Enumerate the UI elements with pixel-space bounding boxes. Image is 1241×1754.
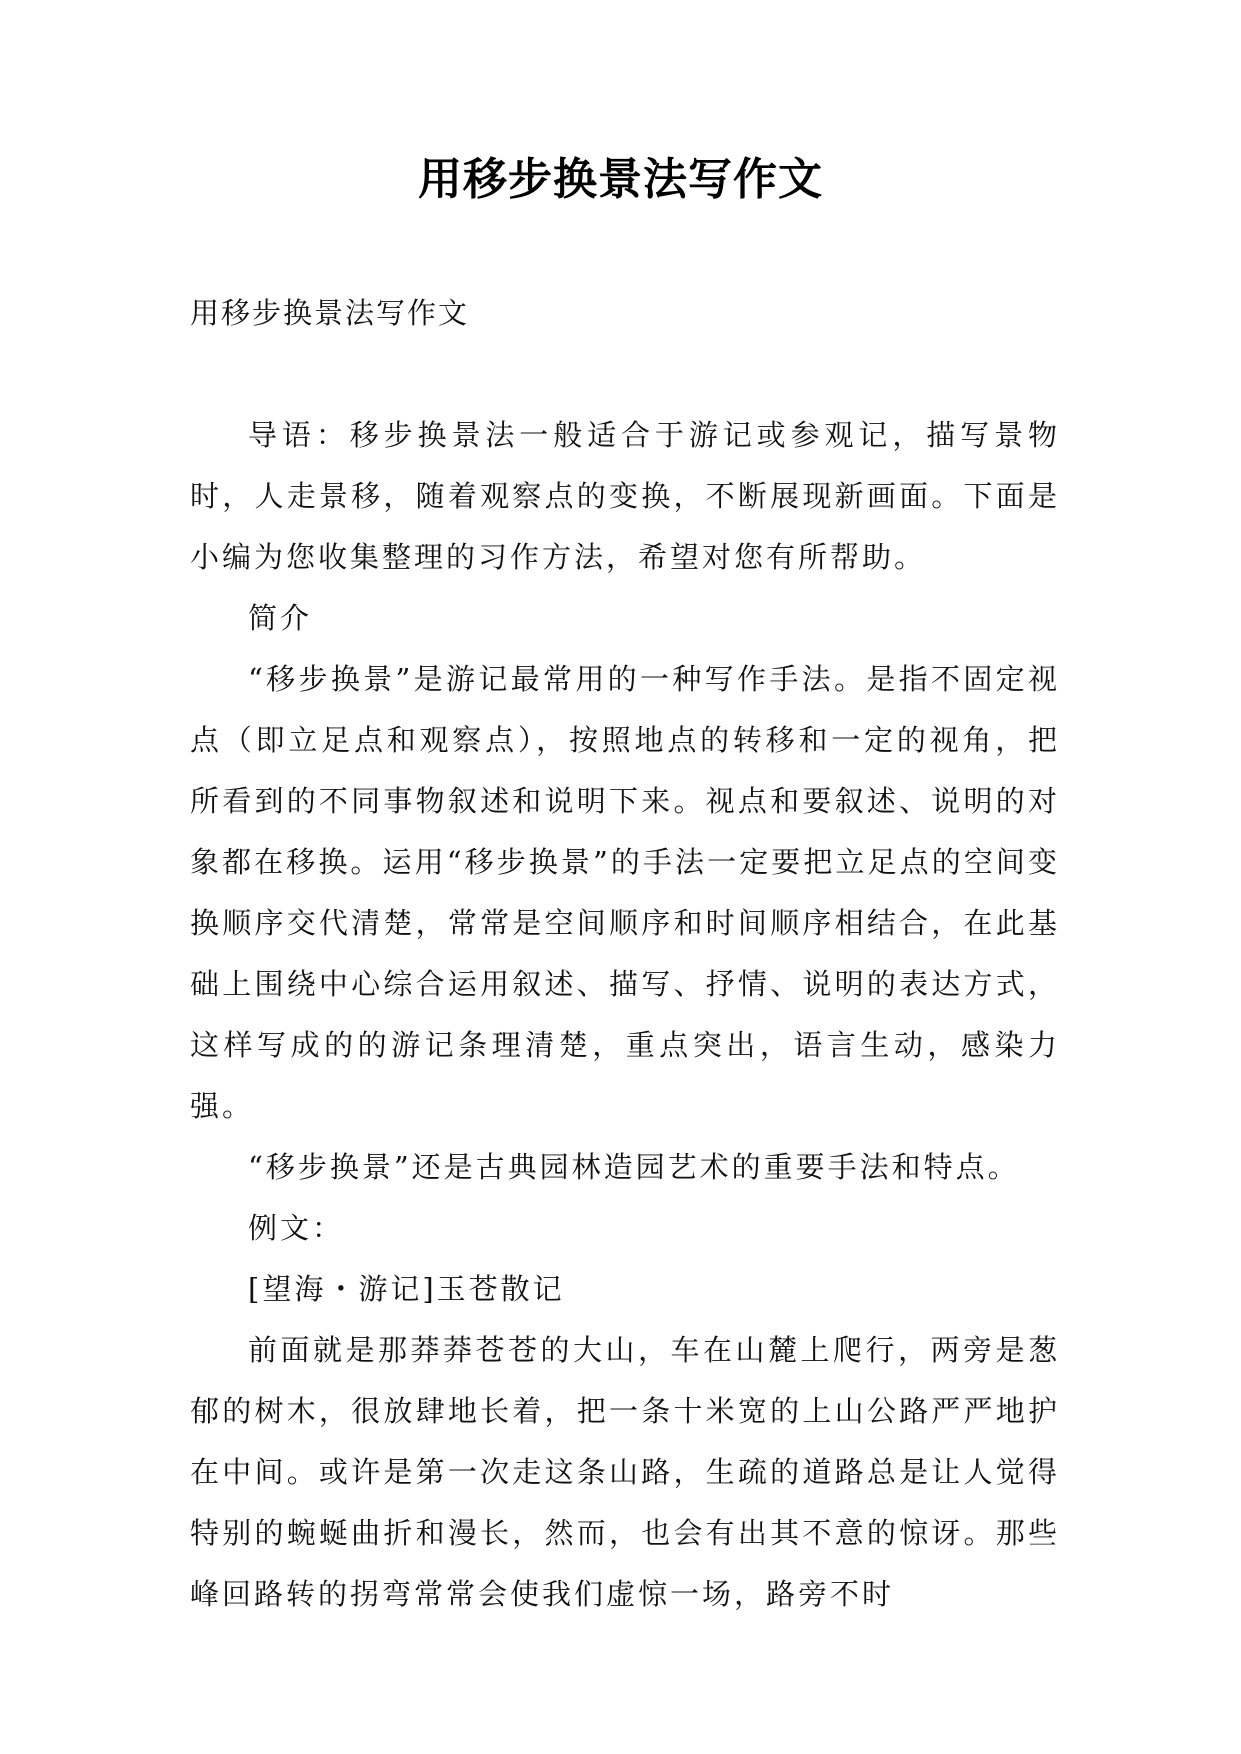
paragraph-section-heading: 简介: [248, 601, 313, 635]
document-subtitle: 用移步换景法写作文: [190, 296, 470, 330]
paragraph-garden-note: “移步换景”还是古典园林造园艺术的重要手法和特点。: [248, 1150, 1020, 1184]
paragraph-example-label: 例文：: [248, 1211, 345, 1245]
document-title: 用移步换景法写作文: [418, 154, 823, 205]
paragraph-intro: 导语：移步换景法一般适合于游记或参观记，描写景物时，人走景移，随着观察点的变换，不断展现新画面。下面是小编为您收集整理的习作方法，希望对您有所帮助。: [190, 418, 1060, 574]
document-body: [190, 405, 1060, 1625]
paragraph-description: “移步换景”是游记最常用的一种写作手法。是指不固定视点（即立足点和观察点），按照地点的转移和一定的视角，把所看到的不同事物叙述和说明下来。视点和要叙述、说明的对象都在移换。运用“移步换景”的手法一定要把立足点的空间变换顺序交代清楚，常常是空间顺序和时间顺序相结合，在此基础上围绕中心综合运用叙述、描写、抒情、说明的表达方式，这样写成的的游记条理清楚，重点突出，语言生动，感染力强。: [190, 662, 1060, 1123]
paragraph-example-title: [望海・游记]玉苍散记: [248, 1272, 565, 1306]
paragraph-example-body: 前面就是那莽莽苍苍的大山，车在山麓上爬行，两旁是葱郁的树木，很放肆地长着，把一条十米宽的上山公路严严地护在中间。或许是第一次走这条山路，生疏的道路总是让人觉得特别的蜿蜒曲折和漫长，然而，也会有出其不意的惊讶。那些峰回路转的拐弯常常会使我们虚惊一场，路旁不时: [190, 1333, 1060, 1611]
